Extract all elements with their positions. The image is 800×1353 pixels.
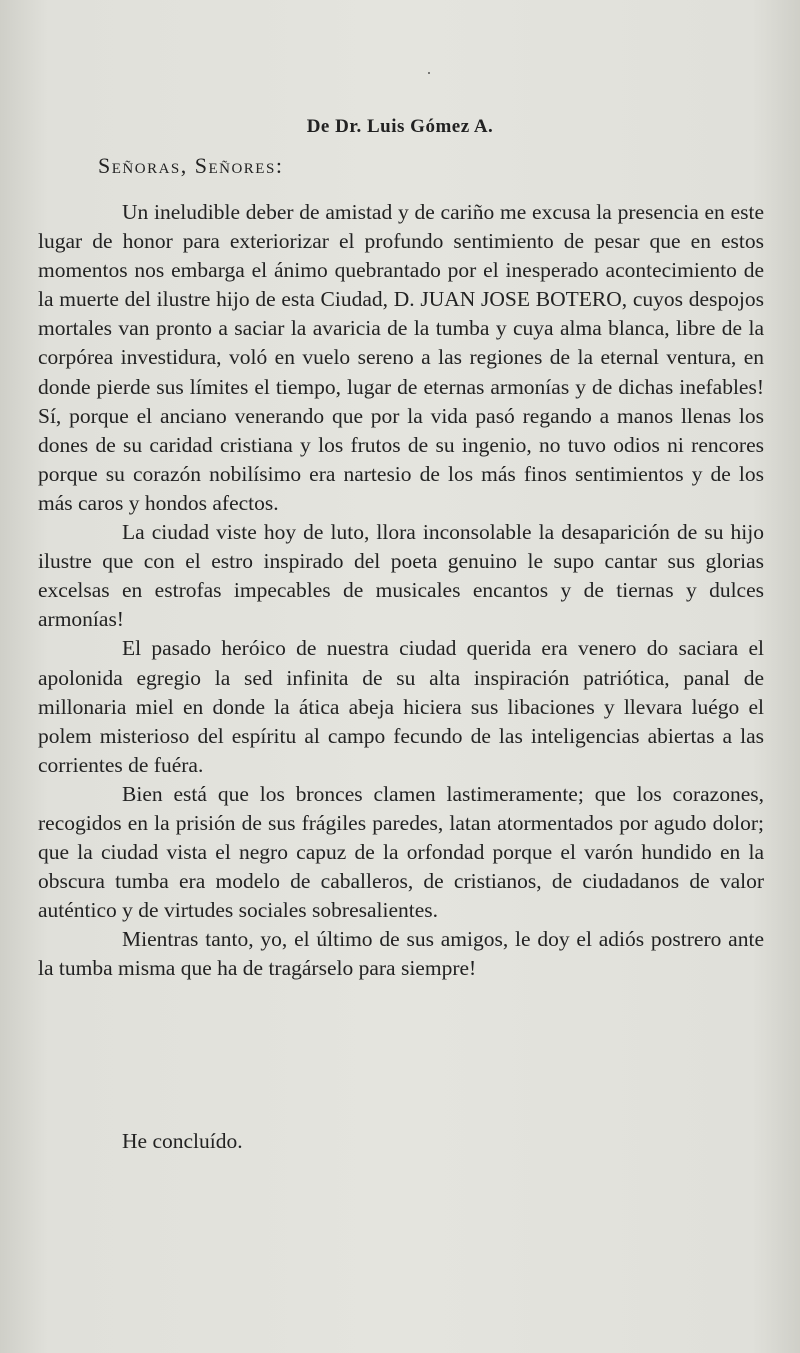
- salutation: Señoras, Señores:: [98, 153, 284, 178]
- paragraph: Mientras tanto, yo, el último de sus amigos, le doy el adiós postrero ante la tumba misma que ha de tragárselo para siempre!: [38, 927, 764, 981]
- paragraph: El pasado heróico de nuestra ciudad querida era venero do saciara el apolonida egregio la sed infinita de su alta inspiración patriótica, panal de millonaria miel en donde la ática abeja hiciera sus libaciones y llevara luégo el polem misterioso del espíritu al campo fecundo de las inteligencias abiertas a las corrientes de fuéra.: [38, 636, 764, 777]
- page-heading: De Dr. Luis Gómez A.: [306, 116, 494, 137]
- ink-speck: [428, 72, 430, 74]
- closing-line: He concluído.: [122, 1129, 243, 1153]
- paragraph: Un ineludible deber de amistad y de cariño me excusa la presencia en este lugar de honor para exteriorizar el profundo sentimiento de pesar que en estos momentos nos embarga el ánimo quebrantado por el inesperado acontecimiento de la muerte del ilustre hijo de esta Ciudad, D. JUAN JOSE BOTERO, cuyos despojos mortales van pronto a saciar la avaricia de la tumba y cuya alma blanca, libre de la corpórea investidura, voló en vuelo sereno a las regiones de la eternal ventura, en donde pierde sus límites el tiempo, lugar de eternas armonías y de dichas inefables! Sí, porque el anciano venerando que por la vida pasó regando a manos llenas los dones de su caridad cristiana y los frutos de su ingenio, no tuvo odios ni rencores porque su corazón nobilísimo era nartesio de los más finos sentimientos y de los más caros y hondos afectos.: [38, 200, 764, 515]
- paragraph: Bien está que los bronces clamen lastimeramente; que los corazones, recogidos en la prisión de sus frágiles paredes, latan atormentados por agudo dolor; que la ciudad vista el negro capuz de la orfondad porque el varón hundido en la obscura tumba era modelo de caballeros, de cristianos, de ciudadanos de valor auténtico y de virtudes sociales sobresalientes.: [38, 781, 764, 923]
- body-text: [38, 198, 764, 984]
- paragraph: La ciudad viste hoy de luto, llora inconsolable la desaparición de su hijo ilustre que con el estro inspirado del poeta genuino le supo cantar sus glorias excelsas en estrofas impecables de musicales encantos y de tiernas y dulces armonías!: [38, 520, 764, 632]
